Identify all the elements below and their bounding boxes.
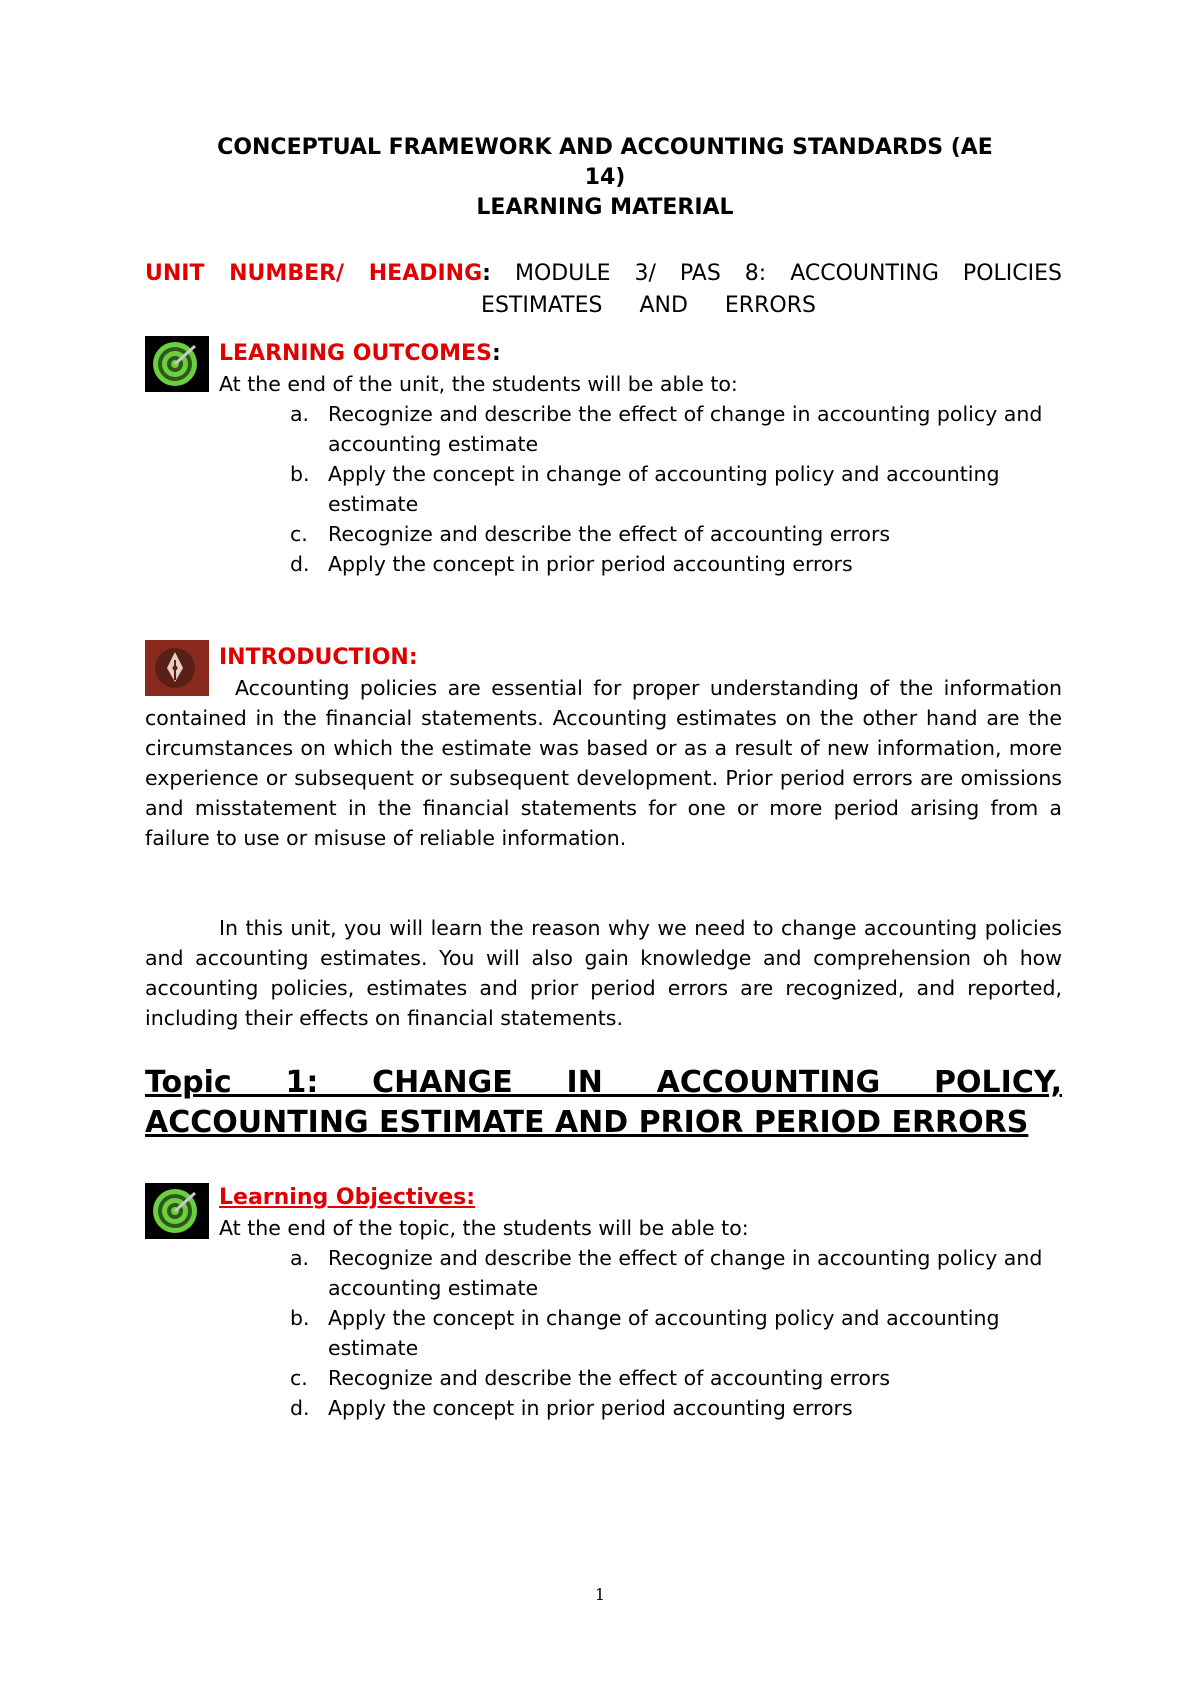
learning-outcomes-list bbox=[290, 399, 1065, 579]
list-item: a. Recognize and describe the effect of change in accounting policy and accounting estimate bbox=[290, 1246, 1043, 1300]
introduction-heading: INTRODUCTION: bbox=[219, 645, 418, 670]
learning-objectives-heading: Learning Objectives: bbox=[219, 1185, 476, 1210]
unit-heading-label: UNIT NUMBER/ HEADING bbox=[145, 261, 483, 286]
topic-heading-line1: Topic 1: CHANGE IN ACCOUNTING POLICY, bbox=[145, 1065, 1062, 1100]
topic-heading bbox=[145, 1063, 1062, 1143]
introduction-paragraph-2: In this unit, you will learn the reason why we need to change accounting policies and accounting estimates. You will also gain knowledge and comprehension oh how accounting policies, estimates and prior period errors are recognized, and reported, including their effects on financial statements. bbox=[145, 916, 1062, 1030]
learning-objectives-list bbox=[290, 1243, 1065, 1423]
unit-heading-value-line2: ESTIMATES AND ERRORS bbox=[481, 293, 816, 318]
list-item: d. Apply the concept in prior period accounting errors bbox=[290, 552, 853, 576]
list-item: b. Apply the concept in change of accounting policy and accounting estimate bbox=[290, 1306, 1000, 1360]
list-item: b. Apply the concept in change of accounting policy and accounting estimate bbox=[290, 462, 1000, 516]
page-number: 1 bbox=[594, 1585, 606, 1604]
unit-heading bbox=[145, 258, 1062, 322]
list-item: d. Apply the concept in prior period accounting errors bbox=[290, 1396, 853, 1420]
document-title-line1: CONCEPTUAL FRAMEWORK AND ACCOUNTING STANDARDS (AE bbox=[217, 135, 993, 160]
learning-outcomes-intro: At the end of the unit, the students will be able to: bbox=[219, 372, 738, 396]
learning-objectives-intro: At the end of the topic, the students will be able to: bbox=[219, 1216, 749, 1240]
target-icon bbox=[145, 1183, 209, 1239]
list-item: a. Recognize and describe the effect of change in accounting policy and accounting estimate bbox=[290, 402, 1043, 456]
document-title-line2: 14) bbox=[584, 165, 626, 190]
list-item: c. Recognize and describe the effect of accounting errors bbox=[290, 1366, 891, 1390]
target-icon bbox=[145, 336, 209, 392]
document-subtitle: LEARNING MATERIAL bbox=[476, 195, 734, 220]
unit-heading-value: MODULE 3/ PAS 8: ACCOUNTING POLICIES bbox=[514, 261, 1062, 286]
list-item: c. Recognize and describe the effect of accounting errors bbox=[290, 522, 891, 546]
learning-outcomes-heading: LEARNING OUTCOMES: bbox=[219, 341, 501, 366]
topic-heading-line2: ACCOUNTING ESTIMATE AND PRIOR PERIOD ERRORS bbox=[145, 1105, 1029, 1140]
unit-heading-line1: UNIT NUMBER/ HEADING: MODULE 3/ PAS 8: ACCOUNTING POLICIES bbox=[145, 261, 1062, 286]
introduction-paragraph-1: Accounting policies are essential for proper understanding of the information contained in the financial statements. Accounting estimates on the other hand are the circumstances on which the estimate was based or as a result of new information, more experience or subsequent or subsequent development. Prior period errors are omissions and misstatement in the financial statements for one or more period arising from a failure to use or misuse of reliable information. bbox=[145, 676, 1062, 850]
